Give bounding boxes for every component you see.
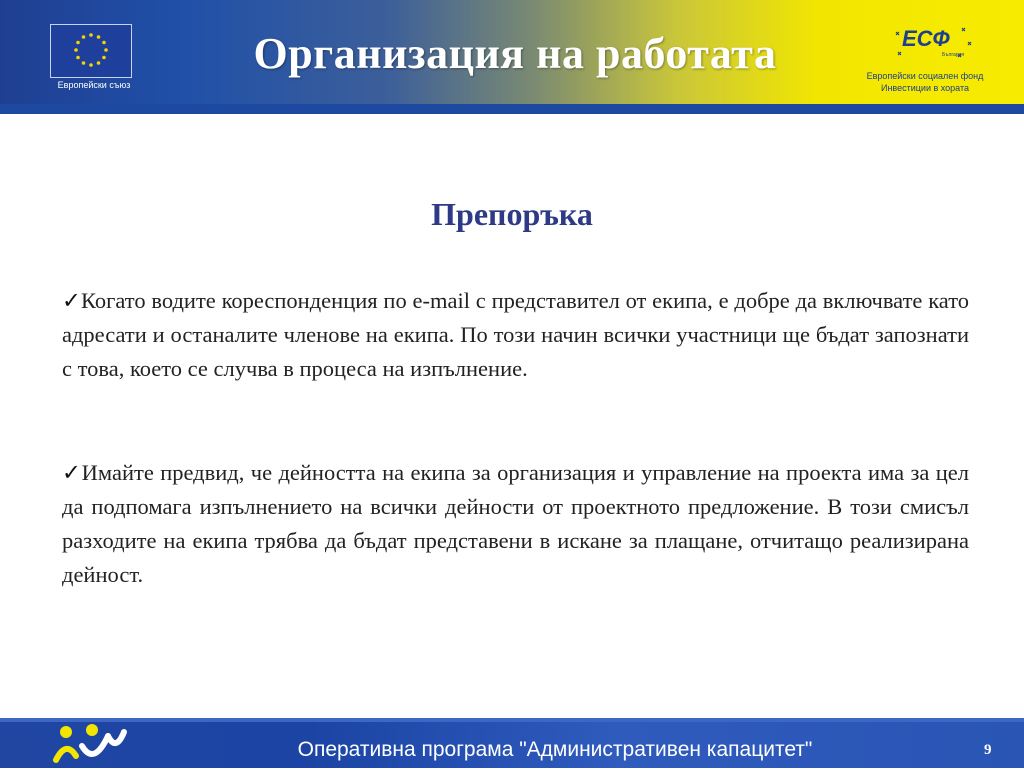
esf-logo-sub: България bbox=[942, 52, 965, 58]
checkmark-icon: ✓ bbox=[62, 460, 82, 485]
bullet-text-2: Имайте предвид, че дейността на екипа за организация и управление на проекта има за цел да подпомага изпълнението на всички дейности от проектното предложение. В този смисъл разходите на екипа трябва да бъдат представени в искане за плащане, отчитащо реализирана дейност. bbox=[62, 460, 969, 587]
footer-divider bbox=[0, 718, 1024, 722]
esf-logo bbox=[862, 22, 988, 102]
esf-logo-text: ЕСФ bbox=[902, 26, 950, 51]
page-number: 9 bbox=[984, 742, 992, 758]
eu-flag-icon bbox=[50, 24, 132, 78]
esf-caption-line1: Европейски социален фонд bbox=[866, 71, 984, 81]
bullet-text-1: Когато водите кореспонденция по e-mail с представител от екипа, е добре да включвате като адресати и останалите членове на екипа. По този начин всички участници ще бъдат запознати с това, което се случва в процеса на изпълнение. bbox=[62, 288, 969, 381]
page-title: Организация на работата bbox=[253, 29, 777, 78]
header-divider bbox=[0, 104, 1024, 114]
checkmark-icon: ✓ bbox=[62, 288, 82, 313]
bullet-paragraph-2 bbox=[62, 456, 969, 592]
bullet-paragraph-1 bbox=[62, 284, 969, 386]
esf-caption-line2: Инвестиции в хората bbox=[880, 83, 969, 93]
footer-program-name: Оперативна програма "Административен капацитет" bbox=[297, 738, 813, 761]
esf-mark-icon bbox=[892, 22, 982, 62]
eu-logo bbox=[46, 24, 136, 98]
esf-logo-caption bbox=[862, 70, 988, 94]
eu-logo-caption: Европейски съюз bbox=[57, 80, 131, 90]
section-subtitle: Препоръка bbox=[431, 196, 593, 232]
